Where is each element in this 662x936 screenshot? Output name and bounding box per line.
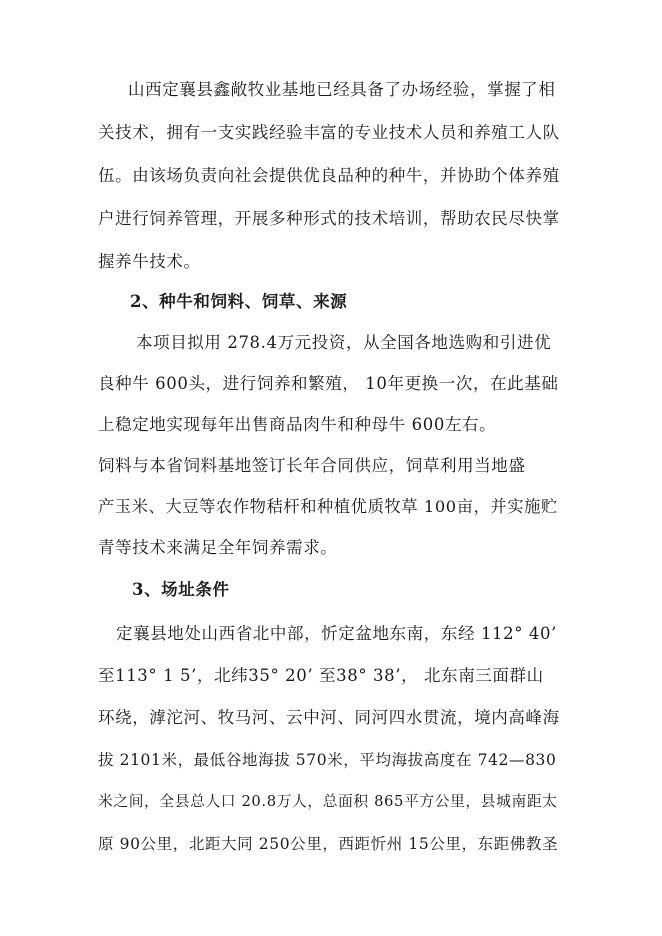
paragraph-3-line-6: 原 90公里，北距大同 250公里，西距忻州 15公里，东距佛教圣	[98, 835, 559, 853]
paragraph-1-line-5: 握养牛技术。	[98, 252, 201, 271]
paragraph-2-line-6: 青等技术来满足全年饲养需求。	[98, 538, 338, 557]
section-heading-2: 2、种牛和饲料、饲草、来源	[130, 292, 348, 311]
paragraph-2-line-3: 上稳定地实现每年出售商品肉牛和种母牛 600左右。	[98, 415, 497, 434]
paragraph-1-line-2: 关技术，拥有一支实践经验丰富的专业技术人员和养殖工人队	[98, 123, 560, 142]
paragraph-3-line-1: 定襄县地处山西省北中部，忻定盆地东南，东经 112° 40’	[116, 624, 557, 643]
paragraph-3-line-5: 米之间，全县总人口 20.8万人，总面积 865平方公里，县城南距太	[98, 793, 558, 810]
paragraph-1-line-1: 山西定襄县鑫敞牧业基地已经具备了办场经验，掌握了相	[128, 80, 556, 99]
paragraph-2-line-2: 良种牛 600头，进行饲养和繁殖， 10年更换一次，在此基础	[98, 374, 559, 393]
paragraph-3-line-3: 环绕，滹沱河、牧马河、云中河、同河四水贯流，境内高峰海	[98, 708, 560, 727]
paragraph-2-line-5: 产玉米、大豆等农作物秸杆和种植优质牧草 100亩，并实施贮	[98, 497, 558, 516]
paragraph-2-line-4: 饲料与本省饲料基地签订长年合同供应，饲草利用当地盛	[98, 456, 526, 475]
paragraph-3-line-4: 拔 2101米，最低谷地海拔 570米，平均海拔高度在 742—830	[98, 751, 557, 769]
paragraph-1-line-4: 户进行饲养管理，开展多种形式的技术培训，帮助农民尽快掌	[98, 209, 560, 228]
section-heading-3: 3、场址条件	[132, 580, 230, 599]
paragraph-1-line-3: 伍。由该场负责向社会提供优良品种的种牛，并协助个体养殖	[98, 166, 560, 185]
paragraph-2-line-1: 本项目拟用 278.4万元投资，从全国各地选购和引进优	[136, 333, 552, 352]
paragraph-3-line-2: 至113° 1 5’，北纬35° 20’ 至38° 38’， 北东南三面群山	[98, 666, 544, 685]
